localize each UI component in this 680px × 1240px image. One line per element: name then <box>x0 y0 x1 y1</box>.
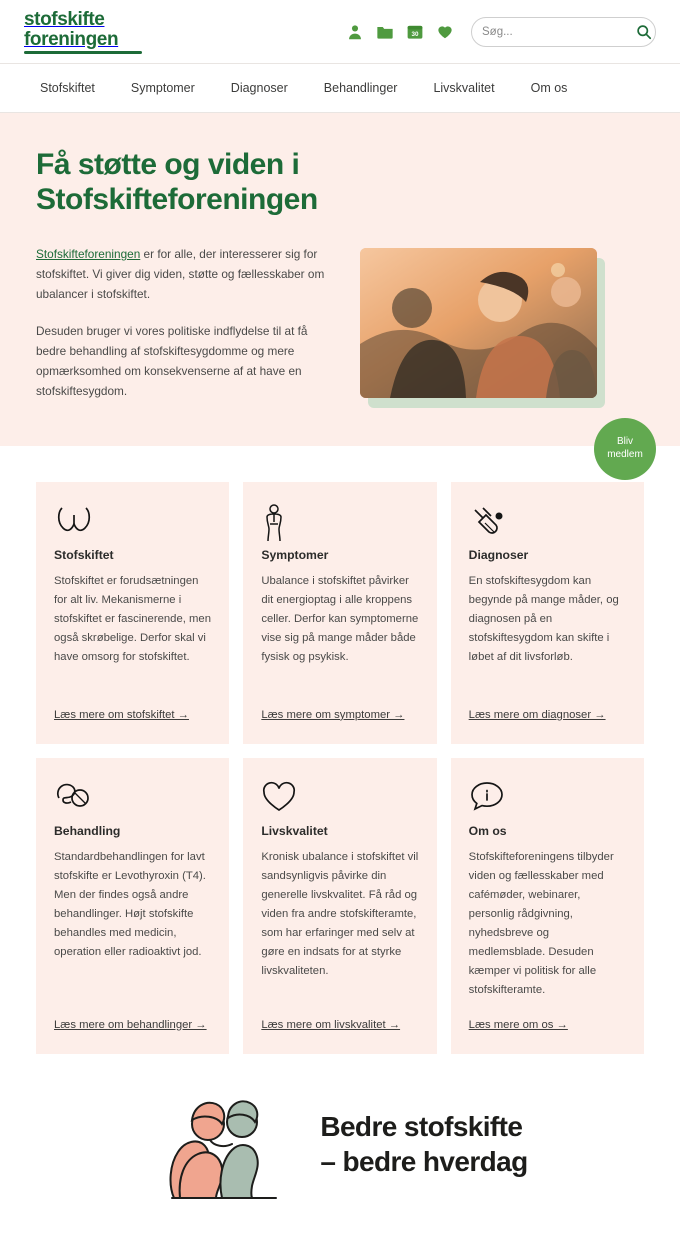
hero-paragraph-1 <box>36 244 336 305</box>
card-link[interactable]: Læs mere om symptomer → <box>261 708 405 721</box>
card-body: Ubalance i stofskiftet påvirker dit energioptag i alle kroppens celler. Derfor kan symptomerne vise sig på mange måder både fysisk og psykisk. <box>261 574 419 663</box>
nav-item-symptomer[interactable]: Symptomer <box>130 81 195 95</box>
heart-outline-icon <box>261 780 418 818</box>
calendar-day-label: 30 <box>411 30 419 38</box>
card-title: Symptomer <box>261 547 329 562</box>
thyroid-icon <box>54 504 211 542</box>
card-link[interactable]: Læs mere om behandlinger → <box>54 1018 207 1031</box>
card-body: Stofskifteforeningens tilbyder viden og fællesskaber med cafémøder, webinarer, personlig rådgivning, nyhedsbreve og medlemsblade. Desuden kæmper vi politisk for alle stofskifteramte. <box>468 850 614 996</box>
info-speech-bubble-icon <box>469 780 626 818</box>
card-diagnoser[interactable] <box>451 482 644 744</box>
pills-icon <box>54 780 211 818</box>
card-link[interactable]: Læs mere om livskvalitet → <box>261 1018 401 1031</box>
card-body: Standardbehandlingen for lavt stofskifte er Levothyroxin (T4). Men der findes også andre behandlinger. Højt stofskifte behandles med medicin, operation eller radioaktivt jod. <box>54 850 206 958</box>
card-title: Behandling <box>54 823 121 838</box>
heart-icon[interactable] <box>435 22 455 42</box>
topic-cards-grid <box>36 482 644 1054</box>
calendar-icon[interactable] <box>405 22 425 42</box>
test-tube-icon <box>469 504 626 542</box>
card-title: Livskvalitet <box>261 823 328 838</box>
card-body: Stofskiftet er forudsætningen for alt liv. Mekanismerne i stofskiftet er fascinerende, men også skrøbelige. Derfor skal vi have omsorg for stofskiftet. <box>54 574 211 663</box>
hero-inline-link[interactable]: Stofskifteforeningen <box>36 246 141 261</box>
logo-line-2: foreningen <box>24 28 119 50</box>
hero-paragraph-1-rest: er for alle, der interesserer sig for stofskiftet. Vi giver dig viden, støtte og fællesskaber om ubalancer i stofskiftet. <box>36 246 325 302</box>
card-title: Om os <box>468 823 507 838</box>
hero-body <box>36 244 644 408</box>
banner-line-1: Bedre stofskifte <box>320 1111 523 1143</box>
hero-photo-illustration <box>360 248 597 398</box>
banner-text <box>320 1110 527 1178</box>
nav-item-stofskiftet[interactable]: Stofskiftet <box>40 81 95 95</box>
hero-paragraph-2: Desuden bruger vi vores politiske indflydelse til at få bedre behandling af stofskiftesygdomme og mere opmærksomhed om konsekvenserne af at have en stofskiftesygdom. <box>36 323 308 399</box>
card-title: Stofskiftet <box>54 547 114 562</box>
logo-underline <box>24 51 142 54</box>
card-link[interactable]: Læs mere om diagnoser → <box>468 708 606 721</box>
card-body: En stofskiftesygdom kan begynde på mange måder, og diagnosen på en stofskiftesygdom kan skifte i løbet af dit livsforløb. <box>468 574 619 663</box>
two-people-illustration <box>152 1080 302 1210</box>
site-logo[interactable] <box>24 10 142 54</box>
hero-image-frame <box>360 248 597 398</box>
main-navigation <box>0 63 680 113</box>
card-om-os[interactable] <box>451 758 644 1054</box>
search-box[interactable] <box>471 17 656 47</box>
search-icon[interactable] <box>636 23 652 41</box>
card-title: Diagnoser <box>468 547 529 562</box>
hero-text-column <box>36 244 336 408</box>
card-link[interactable]: Læs mere om stofskiftet → <box>54 708 189 721</box>
search-input[interactable] <box>482 26 636 38</box>
card-link[interactable]: Læs mere om os → <box>468 1018 568 1031</box>
topic-cards-section <box>0 436 680 1054</box>
footer-banner <box>0 1054 680 1240</box>
banner-line-2: – bedre hverdag <box>320 1145 528 1177</box>
folder-icon[interactable] <box>375 22 395 42</box>
header-icon-group <box>345 17 656 47</box>
card-stofskiftet[interactable] <box>36 482 229 744</box>
logo-line-1: stofskifte <box>24 8 105 30</box>
become-member-badge[interactable] <box>594 418 656 480</box>
badge-line-1: Bliv <box>616 436 634 448</box>
user-icon[interactable] <box>345 22 365 42</box>
card-body: Kronisk ubalance i stofskiftet vil sandsynligvis påvirke din generelle livskvalitet. Få råd og viden fra andre stofskifteramte, som har erfaringer med selv at gøre en indsats for at styrke livskvaliteten. <box>261 850 419 977</box>
nav-item-behandlinger[interactable]: Behandlinger <box>323 81 398 95</box>
card-symptomer[interactable] <box>243 482 436 744</box>
card-livskvalitet[interactable] <box>243 758 436 1054</box>
nav-item-diagnoser[interactable]: Diagnoser <box>230 81 288 95</box>
badge-line-2: medlem <box>607 448 643 460</box>
body-person-icon <box>261 504 418 542</box>
site-header <box>0 0 680 63</box>
page-title: Få støtte og viden i Stofskifteforeningen <box>36 148 318 217</box>
nav-item-om-os[interactable]: Om os <box>530 81 568 95</box>
nav-item-livskvalitet[interactable]: Livskvalitet <box>433 81 495 95</box>
hero-section <box>0 113 680 446</box>
hero-image <box>360 248 605 408</box>
card-behandling[interactable] <box>36 758 229 1054</box>
